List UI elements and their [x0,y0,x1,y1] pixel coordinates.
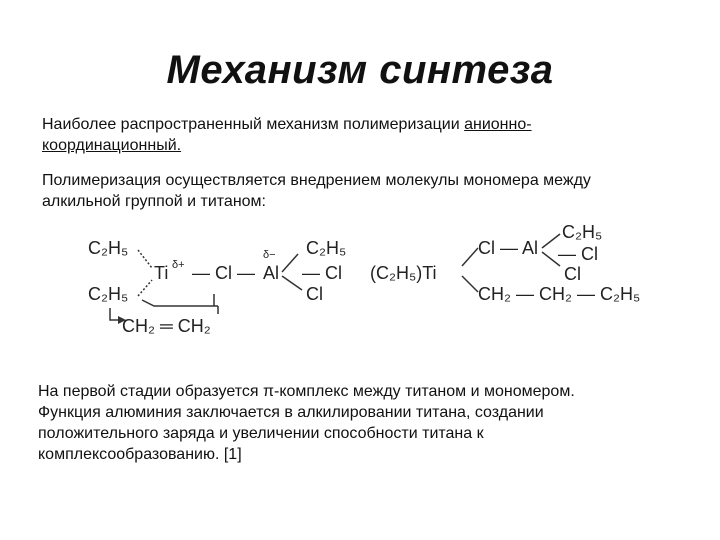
dotted-bond-bottom [138,280,152,296]
anion-coordination-term-part1: анионно- [464,116,532,133]
paragraph-insertion-line2: алкильной группой и титаном: [42,193,266,210]
paragraph-mechanism-prefix: Наиболее распространенный механизм полимеризации [42,116,465,133]
product-ti-chain-bond [462,276,478,292]
alkyl-shift-arrow [110,308,118,320]
product-cl-al-label: Cl — Al [478,238,539,258]
c2h5-bottom-label: C₂H₅ [88,284,129,304]
dotted-bond-top [138,250,152,268]
al-cl-bond [282,276,302,290]
ethylene-label: CH₂ ═ CH₂ [122,316,211,336]
aluminum-label: Al [263,263,280,283]
product-ti-cl-bond [462,248,478,266]
product-chlorine2-label: Cl [564,264,581,284]
titanium-label: Ti [154,263,169,283]
al-chlorine1-label: — Cl [302,263,342,283]
paragraph-first-stage-line4: комплексообразованию. [1] [38,446,242,463]
paragraph-mechanism [42,114,682,156]
product-c2h5-label: C₂H₅ [562,222,603,242]
al-c2h5-label: C₂H₅ [306,238,347,258]
paragraph-first-stage-line2: Функция алюминия заключается в алкилировании титана, создании [38,404,544,421]
bridge-chlorine-label: — Cl — [192,263,255,283]
product-chlorine1-label: — Cl [558,244,598,264]
paragraph-first-stage-line3: положительного заряда и увеличении способности титана к [38,425,484,442]
c2h5-top-label: C₂H₅ [88,238,129,258]
titanium-charge: δ+ [172,259,185,271]
al-chlorine2-label: Cl [306,284,323,304]
product-ti-label: (C₂H₅)Ti [370,263,437,283]
product-chain-label: CH₂ — CH₂ — C₂H₅ [478,284,641,304]
paragraph-first-stage [38,381,688,465]
paragraph-insertion [42,170,682,212]
aluminum-charge: δ− [263,249,276,261]
reaction-scheme [70,214,660,354]
insertion-arrow-line [142,300,218,306]
al-c2h5-bond [282,254,298,272]
paragraph-first-stage-line1: На первой стадии образуется π-комплекс между титаном и мономером. [38,383,575,400]
paragraph-insertion-line1: Полимеризация осуществляется внедрением молекулы мономера между [42,172,591,189]
anion-coordination-term-part2: координационный. [42,137,182,154]
slide-title: Механизм синтеза [166,48,554,92]
